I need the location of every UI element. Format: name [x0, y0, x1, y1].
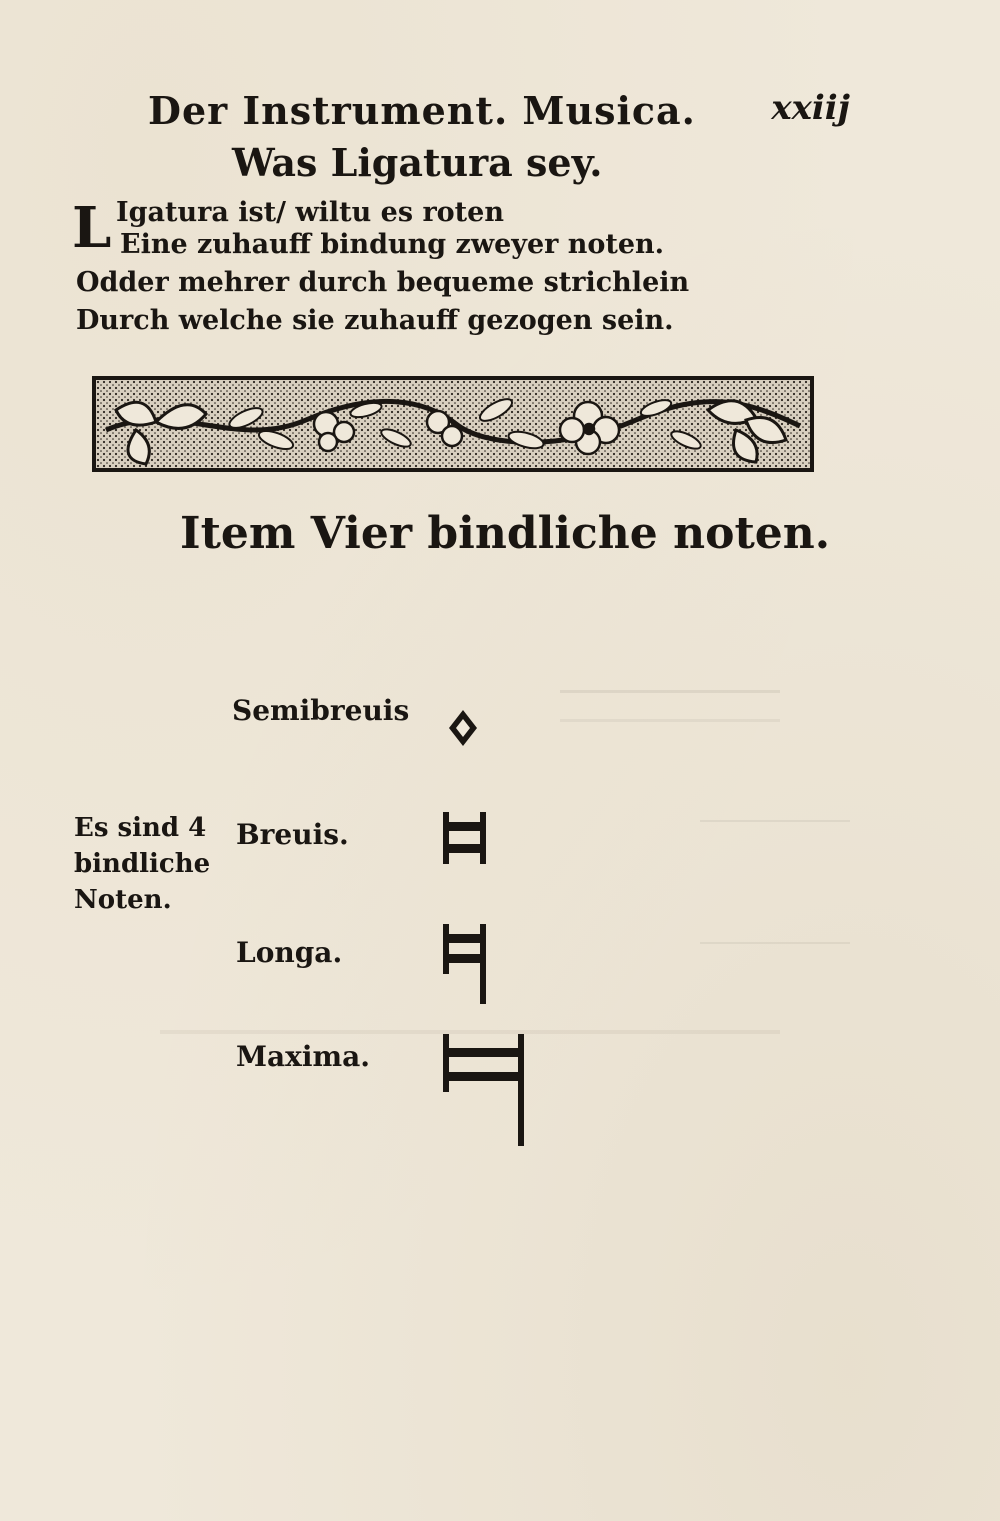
bleed-through-mark [560, 690, 780, 722]
verse-line: Eine zuhauff bindung zweyer noten. [120, 229, 665, 260]
drop-cap: L [72, 195, 112, 261]
page-title: Der Instrument. Musica. [148, 88, 696, 133]
running-header [148, 88, 868, 148]
verse-line: Odder mehrer durch bequeme strichlein [76, 267, 690, 298]
group-label-line: Es sind 4 [74, 813, 207, 843]
note-label-longa: Longa. [236, 936, 343, 969]
maxima-double-icon [440, 1034, 530, 1146]
longa-stem-icon [440, 924, 490, 1004]
verse-line: Igatura ist/ wiltu es roten [116, 197, 504, 228]
note-label-semibreuis: Semibreuis [232, 694, 410, 727]
folio-number: xxiij [771, 88, 850, 128]
semibreve-diamond-icon [446, 708, 480, 748]
group-label [74, 810, 210, 918]
section-subtitle: Was Ligatura sey. [232, 140, 603, 185]
note-label-breuis: Breuis. [236, 818, 349, 851]
note-label-maxima: Maxima. [236, 1040, 370, 1073]
bleed-through-mark [700, 820, 850, 944]
section-heading: Item Vier bindliche noten. [180, 508, 831, 559]
verse-line: Durch welche sie zuhauff gezogen sein. [76, 305, 674, 336]
floral-ornament-band [92, 376, 814, 472]
group-label-line: Noten. [74, 885, 172, 915]
group-label-line: bindliche [74, 849, 211, 879]
floral-vine-icon [96, 380, 810, 468]
breve-square-icon [440, 812, 490, 864]
